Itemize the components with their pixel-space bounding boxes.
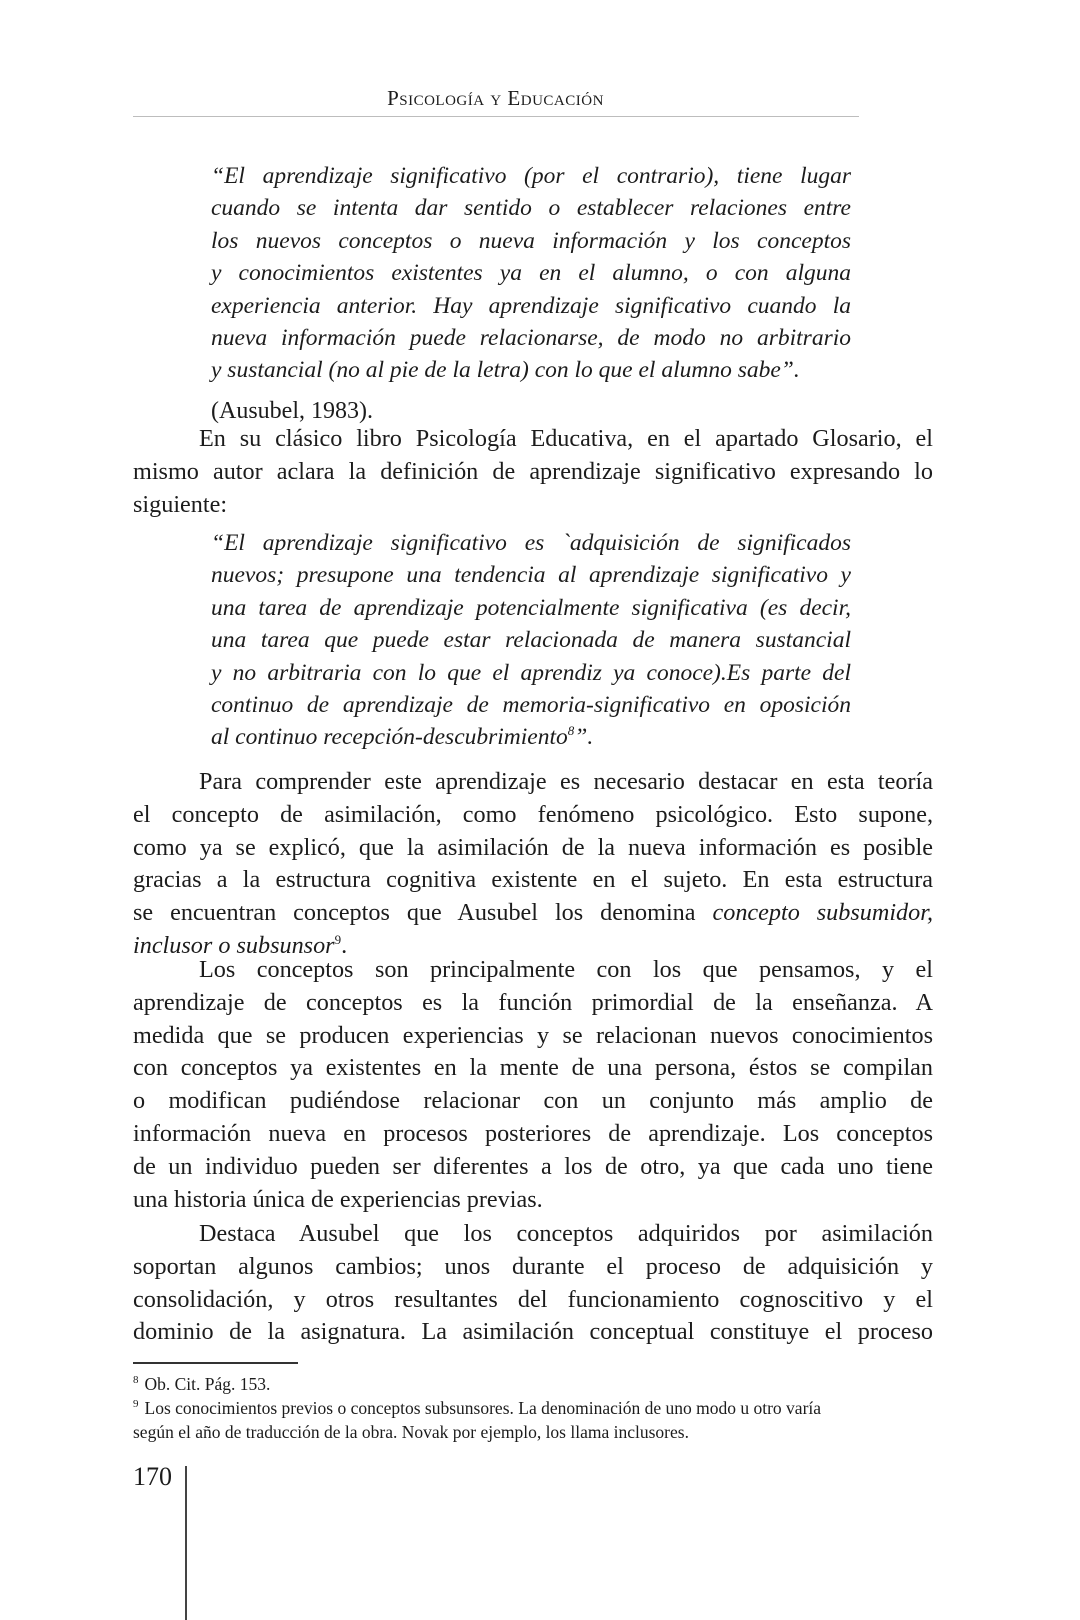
- text-line: mismo autor aclara la definición de aprendizaje significativo expresando lo: [133, 457, 933, 485]
- quote-line: continuo de aprendizaje de memoria-significativo en oposición: [211, 692, 851, 719]
- text-line: Destaca Ausubel que los conceptos adquiridos por asimilación: [199, 1220, 933, 1247]
- quote-line: y no arbitraria con lo que el aprendiz ya conoce).Es parte del: [211, 659, 851, 686]
- running-header: Psicología y Educación: [387, 86, 604, 110]
- footnote-8: [133, 1372, 923, 1396]
- header-divider: [133, 116, 859, 117]
- paragraph-asimilacion: [133, 766, 933, 963]
- quote-line: nueva información puede relacionarse, de modo no arbitrario: [211, 325, 851, 352]
- text-line: el concepto de asimilación, como fenómeno psicológico. Esto supone,: [133, 800, 933, 828]
- quote-text: al continuo recepción-descubrimiento: [211, 724, 568, 751]
- quote-line: los nuevos conceptos o nueva información y los conceptos: [211, 227, 851, 254]
- text-line: de un individuo pueden ser diferentes a los de otro, ya que cada uno tiene: [133, 1152, 933, 1180]
- italic-term: concepto subsumidor,: [712, 899, 934, 927]
- footnote-text: Los conocimientos previos o conceptos subsunsores. La denominación de uno modo u otro varía: [144, 1398, 822, 1418]
- quote-line: una tarea que puede estar relacionada de manera sustancial: [211, 627, 851, 654]
- quote-line: cuando se intenta dar sentido o establecer relaciones entre: [211, 195, 851, 222]
- quote-line: y sustancial (no al pie de la letra) con lo que el alumno sabe”.: [211, 357, 800, 384]
- text-line-with-term: [133, 897, 933, 930]
- footnote-9-continuation: según el año de traducción de la obra. Novak por ejemplo, los llama inclusores.: [133, 1422, 689, 1442]
- quote-line-final: [211, 721, 851, 753]
- paragraph-cambios: [133, 1218, 933, 1349]
- page-number-rule: [185, 1466, 187, 1620]
- text-line: consolidación, y otros resultantes del funcionamiento cognoscitivo y el: [133, 1285, 933, 1313]
- block-quote-glosario-definition: [211, 527, 851, 754]
- footnote-number: 8: [133, 1374, 139, 1387]
- footnote-9: [133, 1396, 923, 1420]
- text-line: dominio de la asignatura. La asimilación conceptual constituye el proceso: [133, 1318, 933, 1346]
- italic-term: inclusor o subsunsor: [133, 931, 335, 959]
- quote-closing: ”.: [574, 724, 594, 751]
- period: .: [341, 931, 348, 959]
- text-line: siguiente:: [133, 490, 228, 518]
- text-line: o modifican pudiéndose relacionar con un conjunto más amplio de: [133, 1087, 933, 1115]
- text-line: con conceptos ya existentes en la mente de una persona, éstos se compilan: [133, 1054, 933, 1082]
- text-line: Los conceptos son principalmente con los que pensamos, y el: [199, 956, 933, 983]
- quote-line: y conocimientos existentes ya en el alumno, o con alguna: [211, 260, 851, 287]
- text-line: aprendizaje de conceptos es la función primordial de la enseñanza. A: [133, 988, 933, 1016]
- footnote-number: 9: [133, 1398, 139, 1411]
- quote-line: “El aprendizaje significativo (por el contrario), tiene lugar: [211, 163, 851, 189]
- quote-line: una tarea de aprendizaje potencialmente significativa (es decir,: [211, 594, 851, 621]
- page-number: 170: [133, 1462, 172, 1491]
- block-quote-ausubel-1983: [211, 160, 851, 387]
- paragraph-glosario: [133, 423, 933, 521]
- text-line: En su clásico libro Psicología Educativa, en el apartado Glosario, el: [199, 425, 933, 452]
- quote-citation: (Ausubel, 1983).: [211, 398, 373, 424]
- footnote-ref-8[interactable]: 8: [567, 723, 575, 739]
- text-line: una historia única de experiencias previas.: [133, 1185, 543, 1213]
- quote-line: nuevos; presupone una tendencia al aprendizaje significativo y: [211, 562, 851, 589]
- text-line: como ya se explicó, que la asimilación de la nueva información es posible: [133, 833, 933, 861]
- text-line: Para comprender este aprendizaje es necesario destacar en esta teoría: [199, 768, 933, 795]
- quote-line: experiencia anterior. Hay aprendizaje significativo cuando la: [211, 292, 851, 319]
- text: se encuentran conceptos que Ausubel los denomina: [133, 899, 696, 927]
- quote-line: “El aprendizaje significativo es `adquisición de significados: [211, 530, 851, 556]
- text-line: medida que se producen experiencias y se relacionan nuevos conocimientos: [133, 1021, 933, 1049]
- footnote-divider: [133, 1362, 298, 1364]
- text-line: información nueva en procesos posteriores de aprendizaje. Los conceptos: [133, 1119, 933, 1147]
- text-line: gracias a la estructura cognitiva existente en el sujeto. En esta estructura: [133, 866, 933, 894]
- text-line: soportan algunos cambios; unos durante el proceso de adquisición y: [133, 1252, 933, 1280]
- footnote-text: Ob. Cit. Pág. 153.: [144, 1374, 271, 1394]
- paragraph-conceptos: [133, 954, 933, 1216]
- footnotes: [133, 1372, 923, 1444]
- footnote-ref-9[interactable]: 9: [334, 931, 342, 947]
